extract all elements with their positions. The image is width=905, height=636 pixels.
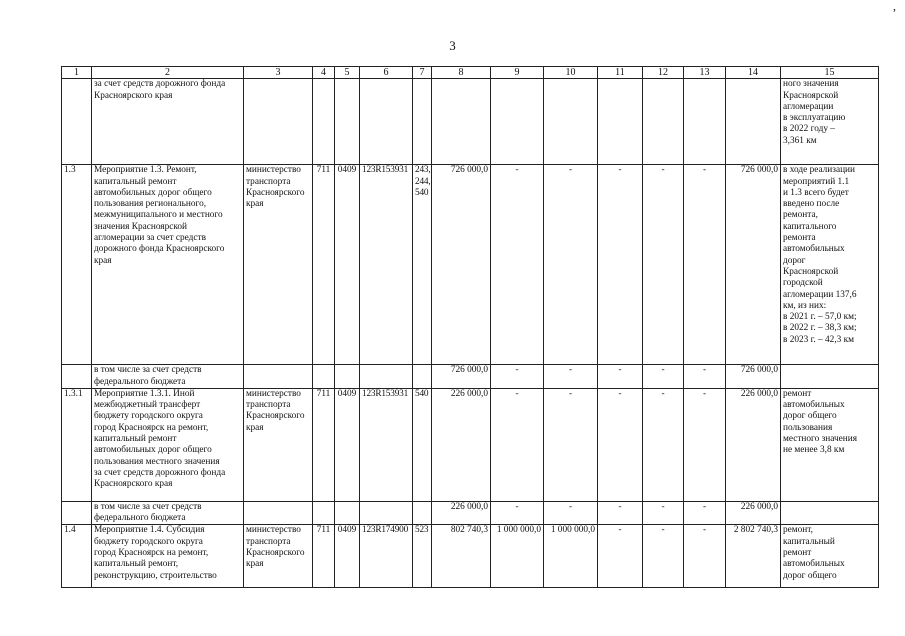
table-cell-col5: 0409: [335, 388, 360, 501]
table-cell-col11: -: [598, 365, 643, 389]
table-cell-col6: 123R153931: [360, 388, 413, 501]
table-cell-col11: -: [598, 165, 643, 365]
budget-table: [61, 66, 879, 588]
header-cell: 4: [313, 67, 335, 79]
table-row: [62, 79, 879, 165]
table-cell-col3: [244, 501, 313, 525]
table-cell-col7: 540: [413, 388, 432, 501]
table-cell-col9: -: [491, 501, 544, 525]
table-cell-col3: министерство транспорта Красноярского края: [244, 388, 313, 501]
header-cell: 13: [684, 67, 726, 79]
table-cell-col7: [413, 365, 432, 389]
table-cell-col2: в том числе за счет средств федерального бюджета: [92, 501, 244, 525]
table-cell-col9: -: [491, 388, 544, 501]
table-cell-col14: 226 000,0: [726, 388, 781, 501]
header-row: [62, 67, 879, 79]
table-cell-col10: -: [544, 501, 598, 525]
table-cell-col4: 711: [313, 165, 335, 365]
header-cell: 7: [413, 67, 432, 79]
table-cell-col13: -: [684, 365, 726, 389]
table-cell-col14: [726, 79, 781, 165]
table-cell-col15: в ходе реализации мероприятий 1.1 и 1.3 всего будет введено после ремонта, капитального ремонта автомобильных дорог Красноярской городской агломерации 137,6 км, из них: в 2021 г. – 57,0 км; в 2022 г. – 38,3 км; в 2023 г. – 42,3 км: [781, 165, 879, 365]
table-cell-col12: -: [643, 388, 684, 501]
table-cell-col3: министерство транспорта Красноярского края: [244, 525, 313, 588]
table-cell-col6: [360, 501, 413, 525]
table-cell-col8: 726 000,0: [432, 365, 491, 389]
header-cell: 6: [360, 67, 413, 79]
header-cell: 3: [244, 67, 313, 79]
table-cell-col1: [62, 501, 92, 525]
table-cell-col7: [413, 79, 432, 165]
table-cell-col13: -: [684, 525, 726, 588]
header-cell: 14: [726, 67, 781, 79]
table-cell-col12: -: [643, 365, 684, 389]
table-cell-col12: -: [643, 525, 684, 588]
table-cell-col6: 123R174900: [360, 525, 413, 588]
header-cell: 15: [781, 67, 879, 79]
table-cell-col1: 1.3: [62, 165, 92, 365]
header-cell: 11: [598, 67, 643, 79]
corner-mark: ,: [893, 0, 896, 13]
header-cell: 12: [643, 67, 684, 79]
table-cell-col6: [360, 365, 413, 389]
table-cell-col1: 1.4: [62, 525, 92, 588]
page-number: 3: [449, 38, 456, 53]
table-cell-col7: [413, 501, 432, 525]
header-cell: 8: [432, 67, 491, 79]
table-cell-col2: за счет средств дорожного фонда Красноярского края: [92, 79, 244, 165]
table-cell-col2: Мероприятие 1.3. Ремонт, капитальный ремонт автомобильных дорог общего пользования регионального, межмуниципального и местного значения Красноярской агломерации за счет средств дорожного фонда Красноярского края: [92, 165, 244, 365]
table-row: [62, 165, 879, 365]
table-cell-col1: [62, 79, 92, 165]
table-cell-col3: [244, 79, 313, 165]
table-cell-col5: [335, 501, 360, 525]
table-cell-col13: -: [684, 165, 726, 365]
table-cell-col12: -: [643, 501, 684, 525]
table-cell-col15: ного значения Красноярской агломерации в эксплуатацию в 2022 году – 3,361 км: [781, 79, 879, 165]
table-cell-col9: 1 000 000,0: [491, 525, 544, 588]
table-cell-col9: -: [491, 365, 544, 389]
table-cell-col6: [360, 79, 413, 165]
table-cell-col10: -: [544, 365, 598, 389]
table-cell-col10: 1 000 000,0: [544, 525, 598, 588]
table-cell-col2: Мероприятие 1.3.1. Иной межбюджетный трансферт бюджету городского округа город Красноярск на ремонт, капитальный ремонт автомобильных дорог общего пользования местного значения за счет средств дорожного фонда Красноярского края: [92, 388, 244, 501]
table-cell-col4: [313, 501, 335, 525]
table-cell-col10: -: [544, 388, 598, 501]
table-cell-col8: 726 000,0: [432, 165, 491, 365]
table-cell-col3: министерство транспорта Красноярского края: [244, 165, 313, 365]
header-cell: 10: [544, 67, 598, 79]
table-cell-col5: 0409: [335, 525, 360, 588]
table-cell-col5: 0409: [335, 165, 360, 365]
table-cell-col6: 123R153931: [360, 165, 413, 365]
table-cell-col14: 226 000,0: [726, 501, 781, 525]
table-cell-col8: 802 740,3: [432, 525, 491, 588]
table-row: [62, 388, 879, 501]
table-cell-col14: 726 000,0: [726, 165, 781, 365]
table-cell-col13: -: [684, 388, 726, 501]
table-cell-col4: [313, 365, 335, 389]
table-cell-col13: [684, 79, 726, 165]
table-cell-col11: [598, 79, 643, 165]
table-cell-col11: -: [598, 501, 643, 525]
table-row: [62, 525, 879, 588]
table-row: [62, 365, 879, 389]
header-cell: 2: [92, 67, 244, 79]
table-cell-col7: 523: [413, 525, 432, 588]
table-cell-col12: [643, 79, 684, 165]
table-cell-col3: [244, 365, 313, 389]
table-cell-col8: [432, 79, 491, 165]
table-cell-col15: ремонт автомобильных дорог общего пользования местного значения не менее 3,8 км: [781, 388, 879, 501]
table-cell-col8: 226 000,0: [432, 388, 491, 501]
table-cell-col15: ремонт, капитальный ремонт автомобильных дорог общего: [781, 525, 879, 588]
table-cell-col15: [781, 365, 879, 389]
table-cell-col4: 711: [313, 525, 335, 588]
table-cell-col5: [335, 365, 360, 389]
header-cell: 9: [491, 67, 544, 79]
table-cell-col8: 226 000,0: [432, 501, 491, 525]
table-cell-col4: [313, 79, 335, 165]
table-cell-col1: [62, 365, 92, 389]
table-cell-col1: 1.3.1: [62, 388, 92, 501]
table-cell-col12: -: [643, 165, 684, 365]
table-cell-col9: -: [491, 165, 544, 365]
table-cell-col5: [335, 79, 360, 165]
table-cell-col4: 711: [313, 388, 335, 501]
table-cell-col13: -: [684, 501, 726, 525]
table-row: [62, 501, 879, 525]
table-cell-col11: -: [598, 388, 643, 501]
table-cell-col10: -: [544, 165, 598, 365]
table-cell-col15: [781, 501, 879, 525]
table-cell-col2: в том числе за счет средств федерального бюджета: [92, 365, 244, 389]
header-cell: 5: [335, 67, 360, 79]
table-cell-col7: 243, 244, 540: [413, 165, 432, 365]
table-cell-col14: 726 000,0: [726, 365, 781, 389]
header-cell: 1: [62, 67, 92, 79]
table-cell-col2: Мероприятие 1.4. Субсидия бюджету городского округа город Красноярск на ремонт, капитальный ремонт, реконструкцию, строительство: [92, 525, 244, 588]
table-cell-col9: [491, 79, 544, 165]
table-cell-col11: -: [598, 525, 643, 588]
table-cell-col10: [544, 79, 598, 165]
table-cell-col14: 2 802 740,3: [726, 525, 781, 588]
